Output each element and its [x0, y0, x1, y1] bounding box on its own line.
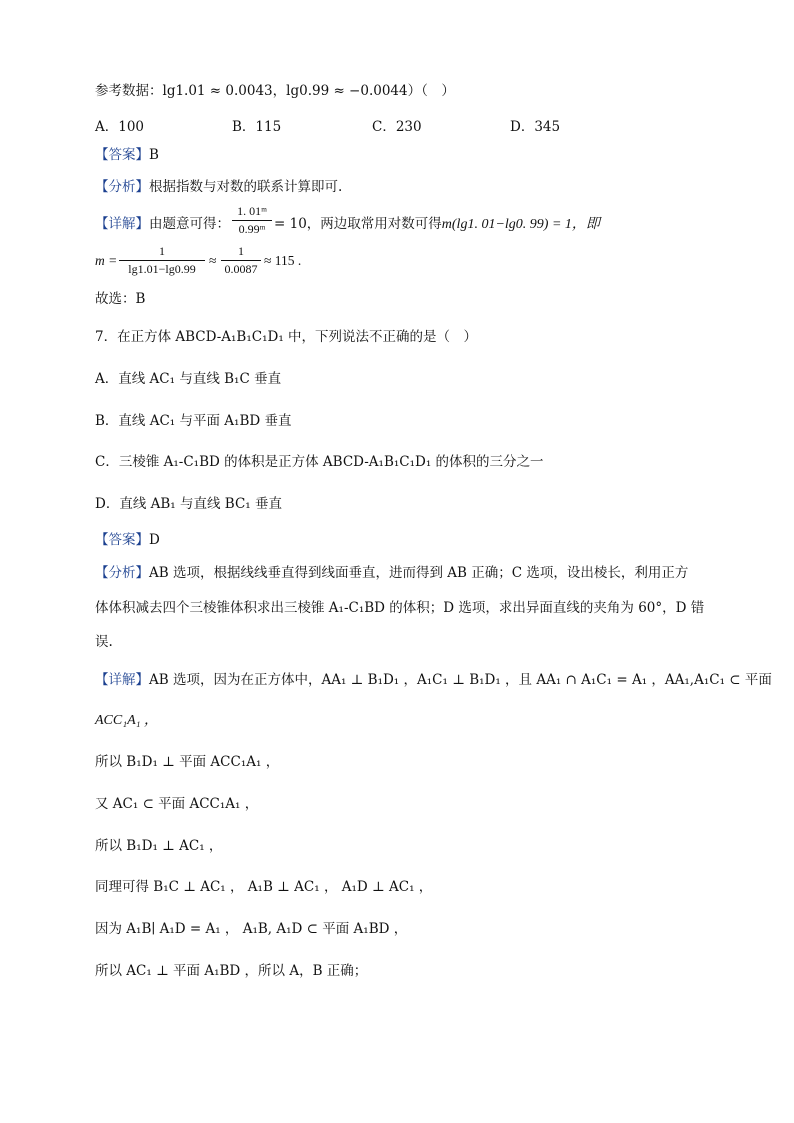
q6-frac1-numerator: 1. 01ᵐ: [237, 204, 267, 218]
q7-detail-line-5: 所以 B₁D₁ ⊥ AC₁ ，: [95, 838, 223, 854]
q6-fraction-3: [221, 244, 261, 277]
detail-tag: 【详解】: [95, 216, 149, 232]
q6-detail-eq: m(lg1. 01−lg0. 99) = 1，即: [441, 217, 600, 232]
q6-frac2-numerator: 1: [159, 244, 165, 258]
q7-analysis-line-1: [95, 564, 688, 582]
q6-option-c: C．230: [372, 119, 422, 135]
answer-tag: 【答案】: [95, 147, 149, 163]
q6-detail-mid: [274, 212, 600, 233]
q7-option-a: A．直线 AC₁ 与直线 B₁C 垂直: [95, 371, 282, 387]
fraction-bar: [221, 260, 261, 261]
q6-approx-1: ≈: [209, 253, 217, 268]
reference-data: 参考数据：lg1.01 ≈ 0.0043，lg0.99 ≈ −0.0044）（ ）: [95, 83, 455, 99]
q7-detail-text-1: AB 选项，因为在正方体中，AA₁ ⊥ B₁D₁ ，A₁C₁ ⊥ B₁D₁ ，且 AA₁ ∩ A₁C₁ = A₁ ，AA₁,A₁C₁ ⊂ 平面: [149, 672, 772, 688]
fraction-bar: [232, 220, 272, 221]
q7-detail-line-2: ACC₁A₁ ，: [95, 713, 159, 728]
q7-option-d: D．直线 AB₁ 与直线 BC₁ 垂直: [95, 496, 282, 512]
q7-analysis-line-3: 误.: [95, 634, 113, 650]
q7-analysis-line-2: 体体积减去四个三棱锥体积求出三棱锥 A₁-C₁BD 的体积；D 选项，求出异面直线的夹角为 60°，D 错: [95, 600, 705, 616]
q6-fraction-1: [232, 204, 272, 237]
q7-detail-line-3: 所以 B₁D₁ ⊥ 平面 ACC₁A₁ ，: [95, 754, 280, 770]
fraction-bar: [119, 260, 205, 261]
analysis-tag: 【分析】: [95, 565, 149, 581]
q6-option-b: B．115: [232, 119, 282, 135]
analysis-tag: 【分析】: [95, 179, 149, 195]
q7-detail-line-8: 所以 AC₁ ⊥ 平面 A₁BD ，所以 A，B 正确；: [95, 963, 368, 979]
q6-frac2-denominator: lg1.01−lg0.99: [128, 262, 196, 276]
q6-detail-line: [95, 212, 230, 232]
q6-frac3-numerator: 1: [238, 244, 244, 258]
q7-option-c: C．三棱锥 A₁-C₁BD 的体积是正方体 ABCD-A₁B₁C₁D₁ 的体积的三分之一: [95, 454, 544, 470]
q6-analysis: 根据指数与对数的联系计算即可.: [149, 179, 343, 195]
q7-detail-line-6: 同理可得 B₁C ⊥ AC₁ ， A₁B ⊥ AC₁ ， A₁D ⊥ AC₁ ，: [95, 879, 433, 895]
q7-detail-line-7: 因为 A₁B∣ A₁D = A₁ ， A₁B, A₁D ⊂ 平面 A₁BD ，: [95, 921, 408, 937]
q6-approx-2: ≈ 115 .: [264, 253, 302, 268]
q6-fraction-2: [119, 244, 205, 277]
q7-detail-line-4: 又 AC₁ ⊂ 平面 ACC₁A₁ ，: [95, 796, 259, 812]
q6-answer-line: [95, 146, 159, 164]
q6-option-a: A．100: [95, 119, 145, 135]
q7-answer: D: [149, 532, 160, 548]
q6-analysis-line: [95, 178, 342, 196]
q7-detail-line-1: [95, 671, 772, 689]
q6-detail-mid-text: = 10，两边取常用对数可得: [274, 216, 442, 232]
q6-frac1-denominator: 0.99ᵐ: [238, 222, 266, 236]
q6-answer: B: [149, 147, 159, 163]
detail-tag: 【详解】: [95, 672, 149, 688]
answer-tag: 【答案】: [95, 532, 149, 548]
q7-analysis-text-1: AB 选项，根据线线垂直得到线面垂直，进而得到 AB 正确；C 选项，设出棱长，利用正方: [149, 565, 689, 581]
q6-option-d: D．345: [510, 119, 561, 135]
q7-stem: 7．在正方体 ABCD-A₁B₁C₁D₁ 中，下列说法不正确的是（ ）: [95, 329, 478, 345]
q6-conclusion: 故选：B: [95, 291, 146, 307]
q7-answer-line: [95, 531, 160, 549]
q6-m-label: m =: [95, 253, 118, 268]
q6-frac3-denominator: 0.0087: [224, 262, 258, 276]
q7-option-b: B．直线 AC₁ 与平面 A₁BD 垂直: [95, 413, 292, 429]
q6-detail-prefix: 由题意可得：: [149, 216, 230, 232]
